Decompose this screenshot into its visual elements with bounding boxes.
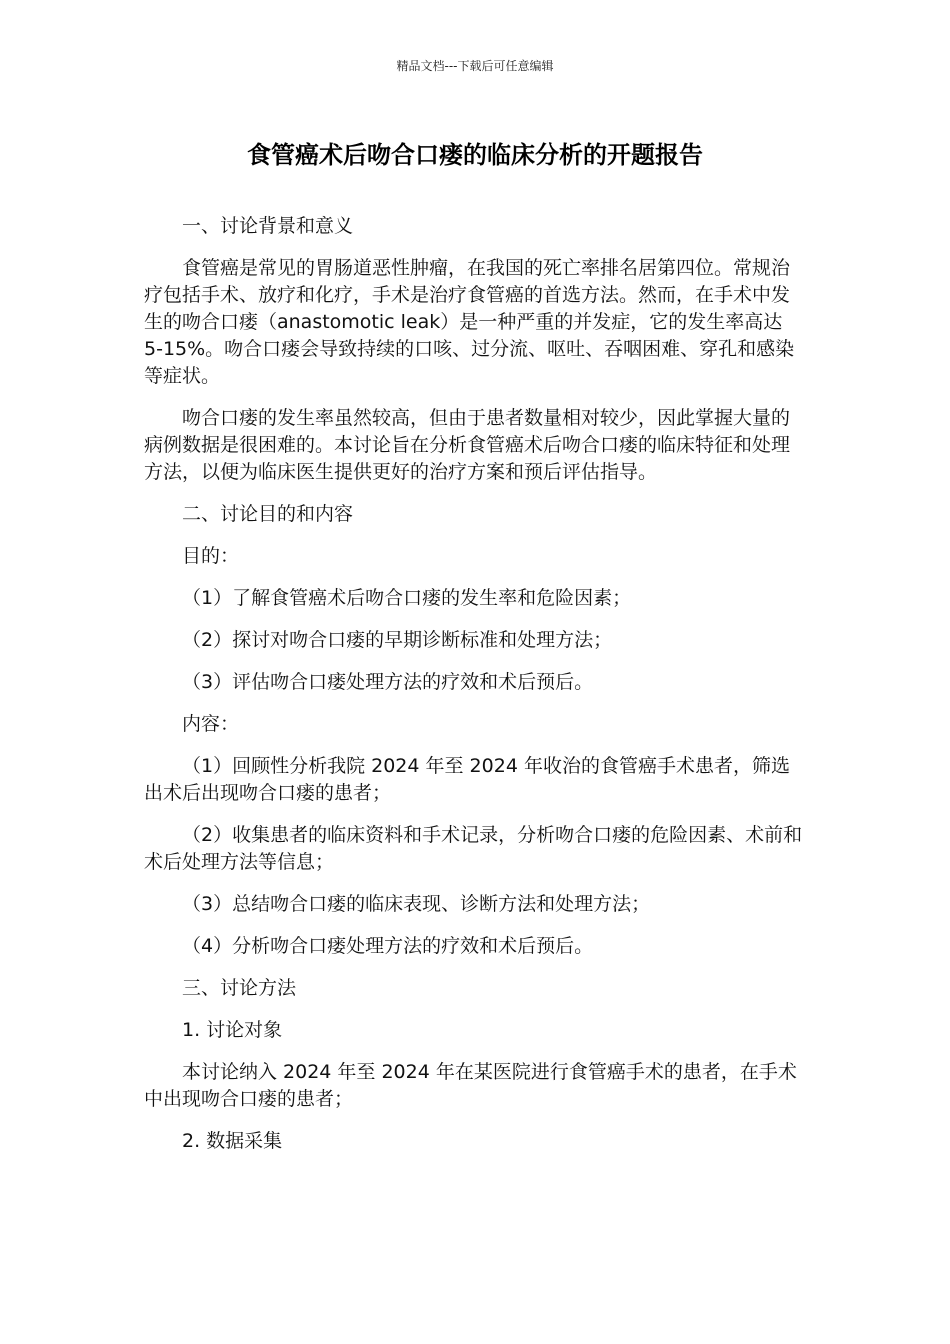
label-purpose: 目的：	[182, 545, 240, 567]
list-item-content-1: （1）回顾性分析我院 2024 年至 2024 年收治的食管癌手术患者，筛选出术后出现吻合口瘘的患者；	[144, 755, 790, 804]
section-heading-methods: 三、讨论方法	[182, 977, 297, 999]
list-item-content-2: （2）收集患者的临床资料和手术记录，分析吻合口瘘的危险因素、术前和术后处理方法等信息；	[144, 824, 803, 873]
subheading-subjects: 1. 讨论对象	[182, 1019, 283, 1041]
list-item-purpose-2: （2）探讨对吻合口瘘的早期诊断标准和处理方法；	[182, 629, 613, 651]
paragraph-subjects: 本讨论纳入 2024 年至 2024 年在某医院进行食管癌手术的患者，在手术中出现吻合口瘘的患者；	[144, 1061, 797, 1110]
list-item-content-3: （3）总结吻合口瘘的临床表现、诊断方法和处理方法；	[182, 893, 651, 915]
label-content: 内容：	[182, 713, 240, 735]
document-body	[144, 213, 804, 1170]
page-header: 精品文档---下载后可任意编辑	[396, 59, 554, 73]
paragraph-background-2: 吻合口瘘的发生率虽然较高，但由于患者数量相对较少，因此掌握大量的病例数据是很困难的。本讨论旨在分析食管癌术后吻合口瘘的临床特征和处理方法，以便为临床医生提供更好的治疗方案和预后评估指导。	[144, 407, 791, 483]
list-item-purpose-1: （1）了解食管癌术后吻合口瘘的发生率和危险因素；	[182, 587, 632, 609]
paragraph-background-1: 食管癌是常见的胃肠道恶性肿瘤，在我国的死亡率排名居第四位。常规治疗包括手术、放疗和化疗，手术是治疗食管癌的首选方法。然而，在手术中发生的吻合口瘘（anastomotic leak）是一种严重的并发症，它的发生率高达 5-15%。吻合口瘘会导致持续的口咳、过分流、呕吐、吞咽困难、穿孔和感染等症状。	[144, 257, 795, 387]
list-item-purpose-3: （3）评估吻合口瘘处理方法的疗效和术后预后。	[182, 671, 594, 693]
section-heading-purpose: 二、讨论目的和内容	[182, 503, 354, 525]
subheading-data-collection: 2. 数据采集	[182, 1130, 283, 1152]
list-item-content-4: （4）分析吻合口瘘处理方法的疗效和术后预后。	[182, 935, 594, 957]
section-heading-background: 一、讨论背景和意义	[182, 215, 354, 237]
document-title: 食管癌术后吻合口瘘的临床分析的开题报告	[247, 141, 703, 169]
